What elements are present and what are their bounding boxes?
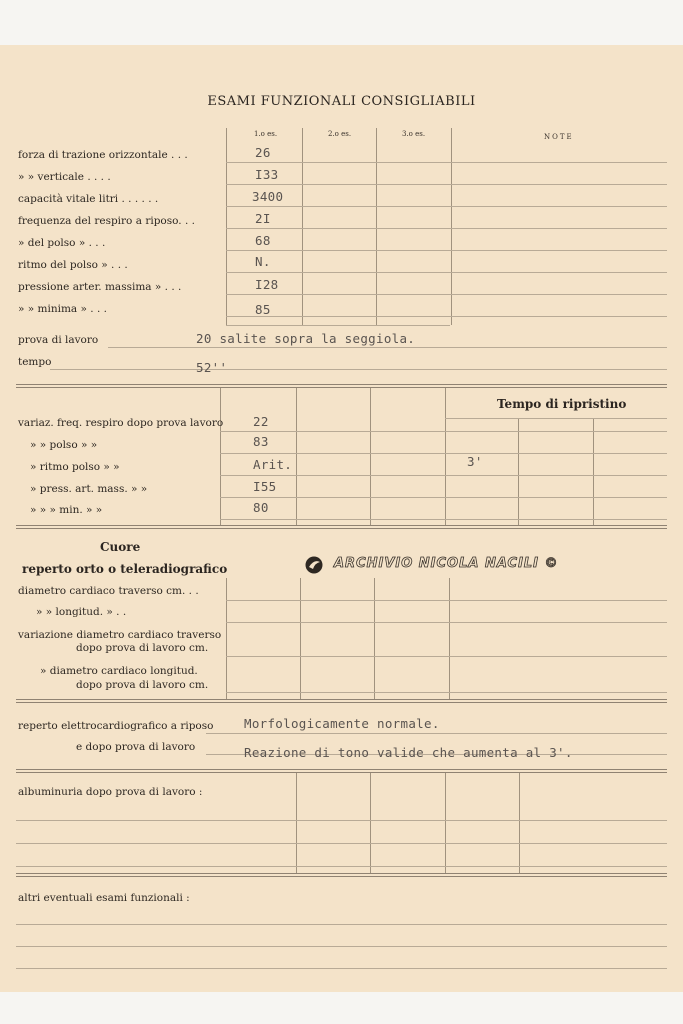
row-line: [206, 733, 667, 734]
grid-line: [296, 388, 297, 525]
row-label: » diametro cardiaco longitud.: [40, 665, 198, 677]
row-line: [220, 475, 667, 476]
row-label: diametro cardiaco traverso cm. . .: [18, 585, 199, 597]
row-label: » » verticale . . . .: [18, 171, 111, 183]
section-divider: [16, 772, 667, 773]
row-line: [445, 418, 667, 419]
cuore-title: Cuore: [100, 540, 141, 554]
row-line: [220, 453, 667, 454]
row-line: [16, 968, 667, 969]
grid-line: [519, 773, 520, 873]
row-line: [220, 519, 667, 520]
ecg-label: e dopo prova di lavoro: [76, 741, 196, 753]
grid-line: [302, 128, 303, 325]
row-line: [226, 272, 667, 273]
row-label: ritmo del polso » . . .: [18, 259, 128, 271]
row-line: [226, 250, 667, 251]
col-header-1: 1.o es.: [254, 130, 278, 138]
ecg-value: Morfologicamente normale.: [244, 716, 440, 731]
grid-line: [296, 773, 297, 873]
altri-label: altri eventuali esami funzionali :: [18, 892, 190, 904]
watermark-text: ARCHIVIO NICOLA NACILI ©: [334, 556, 559, 571]
row-line: [226, 656, 667, 657]
row-label: » press. art. mass. » »: [30, 483, 148, 495]
row-line: [226, 206, 667, 207]
grid-line: [445, 388, 446, 525]
section-divider: [16, 525, 667, 526]
row-line: [226, 184, 667, 185]
row-line: [226, 622, 667, 623]
tempo-label: tempo: [18, 356, 52, 368]
grid-line: [370, 773, 371, 873]
row-line: [226, 228, 667, 229]
row-line: [16, 924, 667, 925]
value-cell: I55: [253, 479, 277, 494]
row-label: » ritmo polso » »: [30, 461, 120, 473]
grid-line: [226, 578, 227, 699]
ripristino-value: 3': [467, 454, 483, 469]
grid-line: [374, 578, 375, 699]
grid-line: [518, 418, 519, 525]
value-cell: 85: [255, 302, 271, 317]
row-label: » » » min. » »: [30, 504, 103, 516]
section-divider: [16, 387, 667, 388]
row-line: [16, 946, 667, 947]
row-label: » » minima » . . .: [18, 303, 107, 315]
albuminuria-label: albuminuria dopo prova di lavoro :: [18, 786, 203, 798]
grid-line: [220, 388, 221, 525]
row-label: variazione diametro cardiaco traverso: [18, 629, 222, 641]
value-cell: I33: [255, 167, 279, 182]
grid-line: [226, 325, 450, 326]
prova-label: prova di lavoro: [18, 334, 99, 346]
section-divider: [16, 702, 667, 703]
page-title: ESAMI FUNZIONALI CONSIGLIABILI: [207, 94, 476, 109]
grid-line: [593, 418, 594, 525]
grid-line: [445, 773, 446, 873]
row-label-cont: dopo prova di lavoro cm.: [76, 642, 209, 654]
tempo-value: 52'': [196, 360, 228, 375]
grid-line: [451, 128, 452, 325]
value-cell: 80: [253, 500, 269, 515]
row-label: » » longitud. » . .: [36, 606, 127, 618]
row-line: [220, 431, 667, 432]
row-line: [108, 347, 667, 348]
value-cell: 3400: [252, 189, 284, 204]
grid-line: [376, 128, 377, 325]
ecg-label: reperto elettrocardiografico a riposo: [18, 720, 214, 732]
prova-value: 20 salite sopra la seggiola.: [196, 331, 416, 346]
grid-line: [370, 388, 371, 525]
row-label: » » polso » »: [30, 439, 98, 451]
col-header-2: 2.o es.: [328, 130, 352, 138]
ecg-value: Reazione di tono valide che aumenta al 3'.: [244, 745, 573, 760]
section-divider: [16, 384, 667, 385]
cuore-subtitle: reperto orto o teleradiografico: [22, 562, 228, 576]
row-line: [16, 843, 667, 844]
section-divider: [16, 876, 667, 877]
col-header-3: 3.o es.: [402, 130, 426, 138]
archive-logo-icon: [305, 556, 323, 574]
row-line: [16, 866, 667, 867]
section-divider: [16, 873, 667, 874]
row-label: variaz. freq. respiro dopo prova lavoro: [18, 417, 224, 429]
row-line: [226, 162, 667, 163]
value-cell: 68: [255, 233, 271, 248]
row-label-cont: dopo prova di lavoro cm.: [76, 679, 209, 691]
row-line: [226, 316, 667, 317]
row-label: capacità vitale litri . . . . . .: [18, 193, 159, 205]
value-cell: Arit.: [253, 457, 293, 472]
row-line: [226, 600, 667, 601]
section-divider: [16, 699, 667, 700]
ripristino-header: Tempo di ripristino: [497, 397, 627, 411]
value-cell: 2I: [255, 211, 271, 226]
row-line: [226, 294, 667, 295]
value-cell: N.: [255, 254, 271, 269]
row-label: forza di trazione orizzontale . . .: [18, 149, 188, 161]
grid-line: [449, 578, 450, 699]
row-label: pressione arter. massima » . . .: [18, 281, 182, 293]
section-divider: [16, 528, 667, 529]
row-line: [220, 497, 667, 498]
section-divider: [16, 769, 667, 770]
value-cell: I28: [255, 277, 279, 292]
value-cell: 83: [253, 434, 269, 449]
row-line: [16, 820, 667, 821]
value-cell: 26: [255, 145, 271, 160]
col-header-note: NOTE: [544, 133, 574, 141]
grid-line: [226, 128, 227, 325]
value-cell: 22: [253, 414, 269, 429]
row-label: frequenza del respiro a riposo. . .: [18, 215, 195, 227]
row-line: [226, 692, 667, 693]
row-label: » del polso » . . .: [18, 237, 106, 249]
row-line: [50, 369, 667, 370]
grid-line: [300, 578, 301, 699]
